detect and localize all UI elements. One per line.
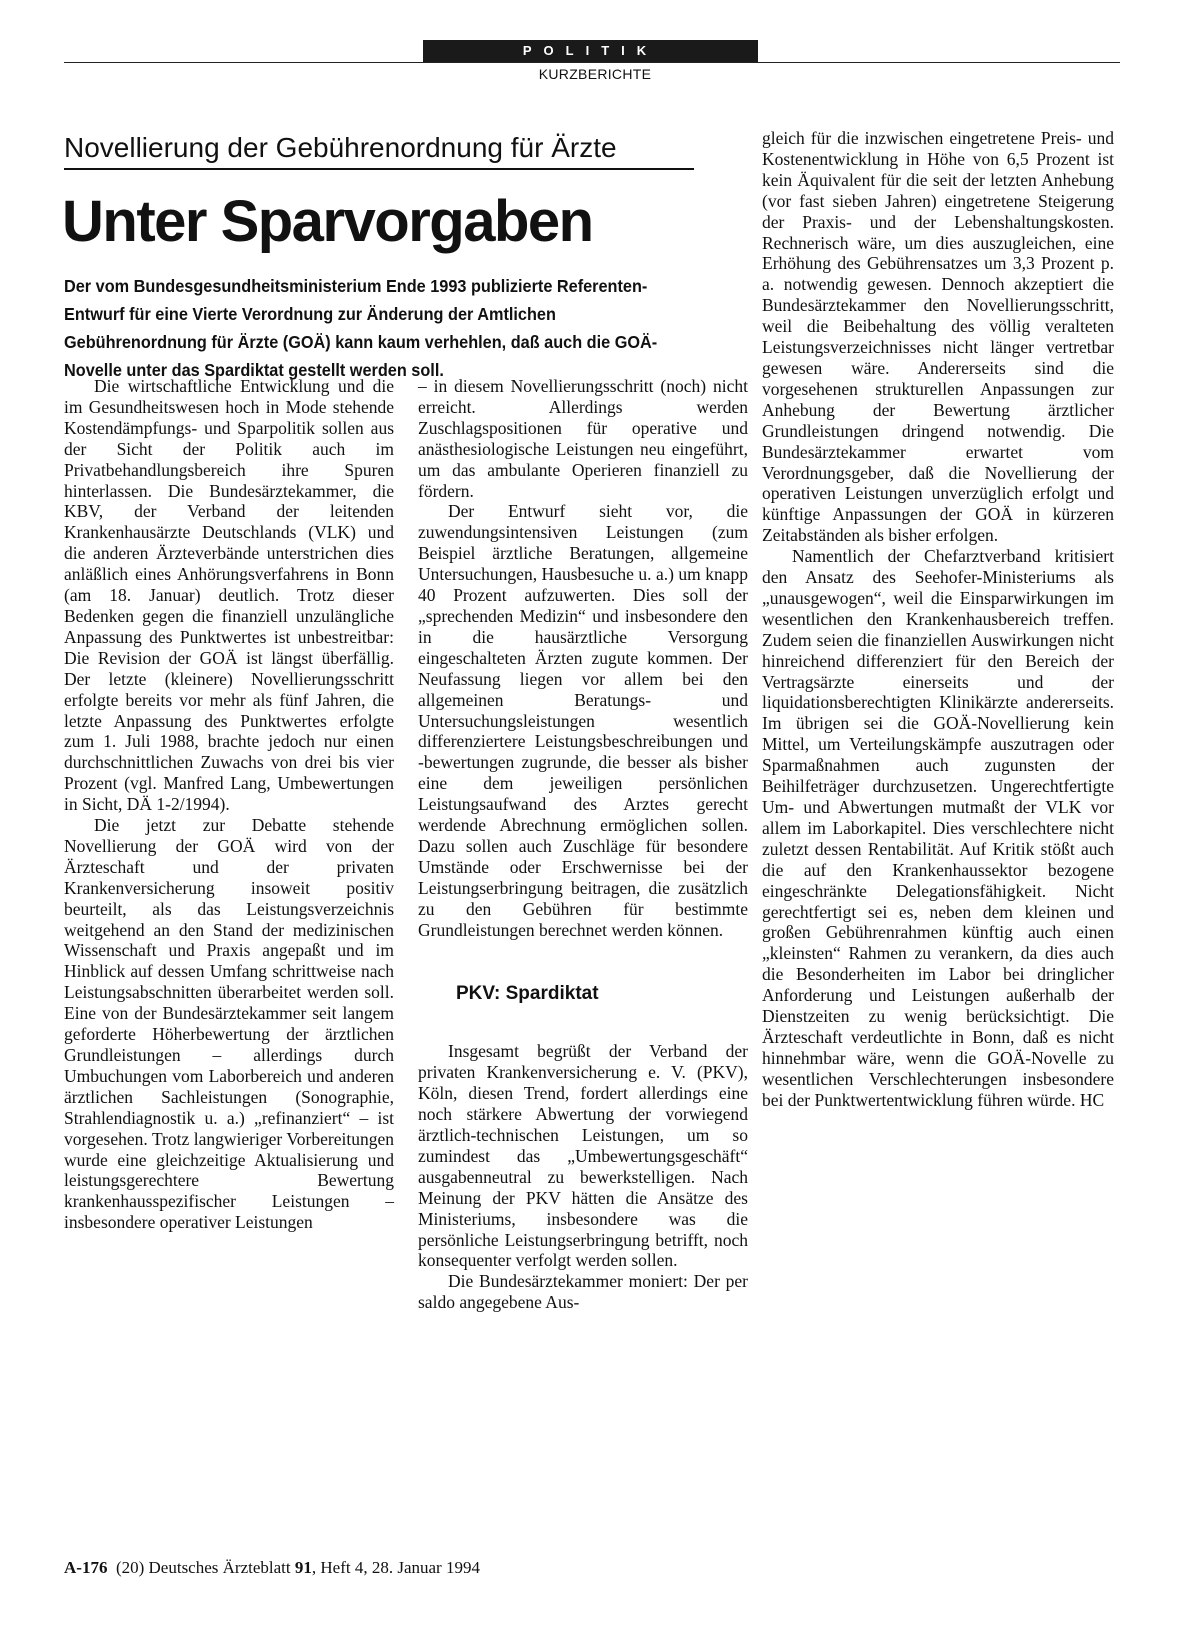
article-column-1 xyxy=(64,376,394,1233)
article-column-2 xyxy=(418,376,748,1313)
issue-date: , Heft 4, 28. Januar 1994 xyxy=(311,1558,480,1577)
article-column-3 xyxy=(762,128,1114,1111)
paragraph: Namentlich der Chefarztverband kritisiert den Ansatz des Seehofer-Ministeriums als „unausgewogen“, weil die Einsparwirkungen im wesentlichen den Krankenhausbereich treffen. Zudem seien die finanziellen Auswirkungen nicht hinreichend differenziert für den Bereich der Vertragsärzte einerseits und der liquidationsberechtigten Klinikärzte andererseits. Im übrigen sei die GOÄ-Novellierung kein Mittel, um Verteilungskämpfe auszutragen oder Sparmaßnahmen auch zugunsten der Beihilfeträger durchzusetzen. Ungerechtfertigte Um- und Abwertungen mutmaßt der VLK vor allem im Laborkapitel. Dies verschlechtere nicht zuletzt dessen Rentabilität. Auf Kritik stößt auch die auf den Krankenhaussektor bezogene eingeschränkte Delegationsfähigkeit. Nicht gerechtfertigt sei es, neben dem kleinen und großen Gebührenrahmen künftig auch einen „kleinsten“ Rahmen zu verankern, da dies auch die Besonderheiten im Labor bei dringlicher Anforderung und Leistungen außerhalb der Dienstzeiten zu wenig berücksichtigt. Die Ärzteschaft verdeutlichte in Bonn, daß es nicht hinnehmbar wäre, wenn die GOÄ-Novelle zu wesentlichen Verschlechterungen insbesondere bei der Punktwertentwicklung führen würde. HC xyxy=(762,546,1114,1110)
volume-number: 91 xyxy=(294,1558,312,1577)
article-lead: Der vom Bundesgesundheitsministerium Ende 1993 publizierte Referenten-Entwurf für eine Vierte Verordnung zur Änderung der Amtlichen Gebührenordnung für Ärzte (GOÄ) kann kaum verhehlen, daß auch die GOÄ-Novelle unter das Spardiktat gestellt werden soll. xyxy=(64,276,658,380)
page-footer xyxy=(64,1558,480,1578)
paragraph: Die Bundesärztekammer moniert: Der per saldo angegebene Aus- xyxy=(418,1271,748,1313)
article-kicker: Novellierung der Gebührenordnung für Ärzte xyxy=(64,132,694,170)
paragraph: Insgesamt begrüßt der Verband der privaten Krankenversicherung e. V. (PKV), Köln, diesen Trend, fordert allerdings eine noch stärkere Abwertung der vorwiegend ärztlich-technischen Leistungen, um so zumindest das „Umbewertungsgeschäft“ ausgabenneutral zu bewerkstelligen. Nach Meinung der PKV hätten die Ansätze des Ministeriums, insbesondere was die persönliche Leistungserbringung betrifft, noch konsequenter verfolgt werden sollen. xyxy=(418,1041,748,1271)
article-title: Unter Sparvorgaben xyxy=(62,189,593,254)
section-banner: POLITIK xyxy=(423,40,758,62)
paragraph: gleich für die inzwischen eingetretene Preis- und Kostenentwicklung in Höhe von 6,5 Prozent ist kein Äquivalent für die seit der letzten Anhebung (vor fast sieben Jahren) eingetretene Steigerung der Praxis- und der Lebenshaltungskosten. Rechnerisch wäre, um dies auszugleichen, eine Erhöhung des Gebührensatzes um 3,3 Prozent p. a. notwendig gewesen. Dennoch akzeptiert die Bundesärztekammer den Novellierungsschritt, weil die Beibehaltung des völlig veralteten Leistungsverzeichnisses nicht länger vertretbar gewesen wäre. Andererseits sind die vorgesehenen strukturellen Anpassungen zur Anhebung der Bewertung ärztlicher Grundleistungen dringend notwendig. Die Bundesärztekammer erwartet vom Verordnungsgeber, daß die Novellierung der operativen Leistungen unverzüglich erfolgt und künftige Anpassungen der GOÄ in kürzeren Zeitabständen als bisher erfolgen. xyxy=(762,128,1114,546)
section-subheading: KURZBERICHTE xyxy=(538,66,652,82)
header-rule xyxy=(64,62,1120,63)
paragraph: Die jetzt zur Debatte stehende Novellierung der GOÄ wird von der Ärzteschaft und der privaten Krankenversicherung insoweit positiv beurteilt, als das Leistungsverzeichnis weitgehend an den Stand der medizinischen Wissenschaft und Praxis angepaßt und im Hinblick auf dessen Umfang schrittweise nach Leistungsabschnitten überarbeitet werden soll. Eine von der Bundesärztekammer seit langem geforderte Höherbewertung der ärztlichen Grundleistungen – allerdings durch Umbuchungen vom Laborbereich und anderen ärztlichen Sachleistungen (Sonographie, Strahlendiagnostik u. a.) „refinanziert“ – ist vorgesehen. Trotz langwieriger Vorbereitungen wurde eine gleichzeitige Aktualisierung und leistungsgerechtere Bewertung krankenhausspezifischer Leistungen – insbesondere operativer Leistungen xyxy=(64,815,394,1233)
paragraph: – in diesem Novellierungsschritt (noch) nicht erreicht. Allerdings werden Zuschlagspositionen für operative und anästhesiologische Leistungen neu eingeführt, um das ambulante Operieren finanziell zu fördern. xyxy=(418,376,748,501)
paragraph: Die wirtschaftliche Entwicklung und die im Gesundheitswesen hoch in Mode stehende Kostendämpfungs- und Sparpolitik sollen aus der Sicht der Politik auch im Privatbehandlungsbereich ihre Spuren hinterlassen. Die Bundesärztekammer, die KBV, der Verband der leitenden Krankenhausärzte Deutschlands (VLK) und die anderen Ärzteverbände unterstrichen dies anläßlich eines Anhörungsverfahrens in Bonn (am 18. Januar) deutlich. Trotz dieser Bedenken gegen die finanziell unzulängliche Anpassung des Punktwertes ist unbestreitbar: Die Revision der GOÄ ist längst überfällig. Der letzte (kleinere) Novellierungsschritt erfolgte bereits vor mehr als fünf Jahren, die letzte Anpassung des Punktwertes erfolgte zum 1. Juli 1988, brachte jedoch nur einen durchschnittlichen Zuwachs von drei bis vier Prozent (vgl. Manfred Lang, Umbewertungen in Sicht, DÄ 1-2/1994). xyxy=(64,376,394,815)
publication-name: (20) Deutsches Ärzteblatt xyxy=(115,1558,291,1577)
article-subheading: PKV: Spardiktat xyxy=(456,983,599,1005)
page-number: A-176 xyxy=(64,1558,108,1577)
paragraph: Der Entwurf sieht vor, die zuwendungsintensiven Leistungen (zum Beispiel ärztliche Beratungen, allgemeine Untersuchungen, Hausbesuche u. a.) um knapp 40 Prozent aufzuwerten. Dies soll der „sprechenden Medizin“ und insbesondere den in die hausärztliche Versorgung eingeschalteten Ärzten zugute kommen. Der Neufassung liegen vor allem bei den allgemeinen Beratungs- und Untersuchungsleistungen wesentlich differenziertere Leistungsbeschreibungen und -bewertungen zugrunde, die besser als bisher eine dem jeweiligen persönlichen Leistungsaufwand des Arztes gerecht werdende Abrechnung ermöglichen sollen. Dazu sollen auch Zuschläge für besondere Umstände oder Erschwernisse bei der Leistungserbringung beitragen, die zusätzlich zu den Gebühren für bestimmte Grundleistungen berechnet werden können. xyxy=(418,501,748,940)
